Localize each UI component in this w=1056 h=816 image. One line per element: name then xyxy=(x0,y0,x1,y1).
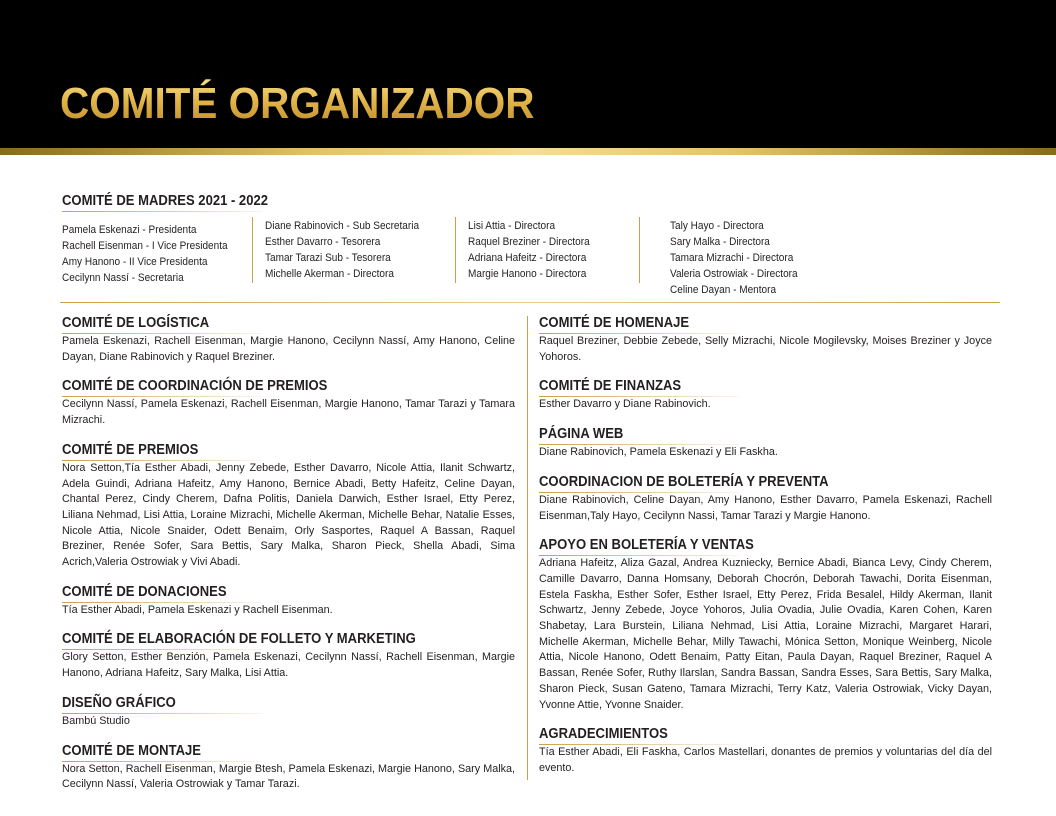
madres-member: Lisi Attia - Directora xyxy=(468,220,556,232)
committee-heading-wrap xyxy=(539,314,992,333)
committee-heading-wrap xyxy=(62,583,515,602)
committee-heading: PÁGINA WEB xyxy=(539,426,624,443)
madres-member: Taly Hayo - Directora xyxy=(670,220,764,232)
committee-heading: AGRADECIMIENTOS xyxy=(539,726,668,743)
committee-members: Tía Esther Abadi, Eli Faskha, Carlos Mastellari, donantes de premios y voluntarias del día del evento. xyxy=(539,746,992,774)
committee-heading: APOYO EN BOLETERÍA Y VENTAS xyxy=(539,537,754,554)
committee-heading: COMITÉ DE DONACIONES xyxy=(62,583,227,600)
madres-member: Sary Malka - Directora xyxy=(670,236,770,248)
committee-donaciones xyxy=(62,583,515,619)
madres-member: Raquel Breziner - Directora xyxy=(468,236,590,248)
committee-members: Pamela Eskenazi, Rachell Eisenman, Margie Hanono, Cecilynn Nassí, Amy Hanono, Celine Dayan, Diane Rabinovich y Raquel Breziner. xyxy=(62,335,515,363)
madres-column-4 xyxy=(670,218,798,298)
madres-member: Pamela Eskenazi - Presidenta xyxy=(62,224,197,236)
committee-heading-wrap xyxy=(62,694,515,713)
committee-members: Nora Setton, Rachell Eisenman, Margie Btesh, Pamela Eskenazi, Margie Hanono, Sary Malka, Cecilynn Nassí, Valeria Ostrowiak y Tamar Tarazi. xyxy=(62,762,515,791)
madres-heading-wrap xyxy=(62,192,1002,211)
committee-finanzas xyxy=(539,377,992,413)
madres-member: Michelle Akerman - Directora xyxy=(265,268,394,280)
column-divider xyxy=(455,217,456,283)
committee-heading: COMITÉ DE FINANZAS xyxy=(539,378,682,395)
madres-columns xyxy=(62,218,1002,300)
madres-member: Amy Hanono - II Vice Presidenta xyxy=(62,256,208,268)
madres-member: Valeria Ostrowiak - Directora xyxy=(670,268,798,280)
madres-member: Rachell Eisenman - I Vice Presidenta xyxy=(62,240,228,252)
madres-member: Esther Davarro - Tesorera xyxy=(265,236,381,248)
column-divider xyxy=(252,217,253,283)
committee-members: Glory Setton, Esther Benzión, Pamela Eskenazi, Cecilynn Nassí, Rachell Eisenman, Margie Hanono, Adriana Hafeitz, Sary Malka, Lisi Attia. xyxy=(62,651,515,680)
committee-homenaje xyxy=(539,314,992,365)
committee-members: Raquel Breziner, Debbie Zebede, Selly Mizrachi, Nicole Mogilevsky, Moises Breziner y Joyce Yohoros. xyxy=(539,335,992,363)
committee-members: Nora Setton,Tía Esther Abadi, Jenny Zebede, Esther Davarro, Nicole Attia, Ilanit Schwartz, Adela Guindi, Adriana Hafeitz, Amy Hanono, Bernice Abadi, Betty Hafeitz, Celine Dayan, Chantal Perez, Cindy Cherem, Dafna Politis, Daniela Darwich, Esther Israel, Etty Perez, Liliana Nehmad, Lisi Attia, Loraine Mizrachi, Michelle Akerman, Michelle Behar, Natalie Esses, Nicole Attia, Nicole Snaider, Odett Benaim, Orly Sasportes, Raquel A Bassan, Raquel Breziner, Renée Sofer, Sara Bettis, Sary Malka, Sharon Pieck, Shella Abadi, Sima Acrich,Valeria Ostrowiak y Vivi Abadi. xyxy=(62,461,515,569)
madres-member: Tamar Tarazi Sub - Tesorera xyxy=(265,252,391,264)
committee-agradecimientos xyxy=(539,725,992,776)
committee-logistica xyxy=(62,314,515,365)
committee-heading-wrap xyxy=(539,725,992,744)
committee-heading-wrap xyxy=(539,377,992,396)
madres-member: Adriana Hafeitz - Directora xyxy=(468,252,587,264)
committee-heading: DISEÑO GRÁFICO xyxy=(62,694,176,711)
committee-members: Diane Rabinovich, Pamela Eskenazi y Eli Faskha. xyxy=(539,446,778,459)
committee-heading-wrap xyxy=(539,473,992,492)
madres-heading: COMITÉ DE MADRES 2021 - 2022 xyxy=(62,193,268,209)
madres-member: Diane Rabinovich - Sub Secretaria xyxy=(265,220,420,232)
committee-members: Esther Davarro y Diane Rabinovich. xyxy=(539,398,711,411)
madres-member: Cecilynn Nassí - Secretaria xyxy=(62,272,184,284)
committee-heading-wrap xyxy=(62,630,515,649)
committee-members: Diane Rabinovich, Celine Dayan, Amy Hanono, Esther Davarro, Pamela Eskenazi, Rachell Eisenman,Taly Hayo, Cecilynn Nassi, Tamar Tarazi y Margie Hanono. xyxy=(539,493,992,522)
committee-heading-wrap xyxy=(539,425,992,444)
committee-premios xyxy=(62,441,515,571)
committee-montaje xyxy=(62,742,515,793)
madres-member: Celine Dayan - Mentora xyxy=(670,284,777,296)
committee-members: Bambú Studio xyxy=(62,714,130,727)
madres-member: Margie Hanono - Directora xyxy=(468,268,587,280)
committee-heading: COMITÉ DE MONTAJE xyxy=(62,742,201,759)
committee-pagina-web xyxy=(539,425,992,461)
committee-heading-wrap xyxy=(539,536,992,555)
committee-members: Cecilynn Nassí, Pamela Eskenazi, Rachell Eisenman, Margie Hanono, Tamar Tarazi y Tamara Mizrachi. xyxy=(62,398,515,427)
madres-member: Tamara Mizrachi - Directora xyxy=(670,252,794,264)
right-column xyxy=(539,314,992,789)
committee-heading: COMITÉ DE HOMENAJE xyxy=(539,315,690,331)
committee-heading-wrap xyxy=(62,377,515,396)
madres-section xyxy=(62,192,1002,211)
committee-boleteria-preventa xyxy=(539,473,992,524)
header-gold-rule xyxy=(0,148,1056,155)
section-divider xyxy=(60,302,1000,303)
committee-heading: COMITÉ DE COORDINACIÓN DE PREMIOS xyxy=(62,378,328,395)
committee-heading: COMITÉ DE PREMIOS xyxy=(62,441,199,458)
madres-column-3 xyxy=(468,218,590,282)
left-column xyxy=(62,314,515,805)
committee-heading: COMITÉ DE LOGÍSTICA xyxy=(62,315,210,331)
center-divider xyxy=(527,316,528,780)
committee-members: Tía Esther Abadi, Pamela Eskenazi y Rachell Eisenman. xyxy=(62,603,333,616)
madres-column-1 xyxy=(62,222,228,286)
column-divider xyxy=(639,217,640,283)
committee-diseno-grafico xyxy=(62,694,515,730)
committee-coordinacion-premios xyxy=(62,377,515,428)
committee-folleto-marketing xyxy=(62,630,515,681)
committee-heading-wrap xyxy=(62,314,515,333)
madres-column-2 xyxy=(265,218,419,282)
page-title: COMITÉ ORGANIZADOR xyxy=(60,77,535,131)
committee-heading: COMITÉ DE ELABORACIÓN DE FOLLETO Y MARKETING xyxy=(62,631,416,648)
committee-apoyo-boleteria xyxy=(539,536,992,713)
committee-members: Adriana Hafeitz, Aliza Gazal, Andrea Kuzniecky, Bernice Abadi, Bianca Levy, Cindy Cherem, Camille Davarro, Danna Homsany, Deborah Chocrón, Deborah Tawachi, Dorita Eisenman, Estela Faskha, Esther Sofer, Esther Israel, Etty Perez, Frida Besalel, Hildy Akerman, Ilanit Schwartz, Jenny Zebede, Joyce Yohoros, Julia Ovadia, Julie Ovadia, Karen Cohen, Karen Shabetay, Lara Burstein, Liliana Nehmad, Lisi Attia, Loraine Mizrachi, Margaret Harari, Michelle Akerman, Michelle Behar, Milly Tawachi, Mónica Setton, Monique Weinberg, Nicole Attia, Nicole Hanono, Odett Benaim, Patty Eitan, Paula Dayan, Raquel Breziner, Raquel A Bassan, Renée Sofer, Ruthy Ilarslan, Sandra Bassan, Sandra Esses, Sara Bettis, Sary Malka, Sharon Pieck, Susan Gateno, Tamara Mizrachi, Terry Katz, Valeria Ostrowiak, Vicky Dayan, Yvonne Attie, Yvonne Snaider. xyxy=(539,557,992,711)
committee-heading-wrap xyxy=(62,742,515,761)
committee-heading: COORDINACION DE BOLETERÍA Y PREVENTA xyxy=(539,473,829,490)
committee-heading-wrap xyxy=(62,441,515,460)
